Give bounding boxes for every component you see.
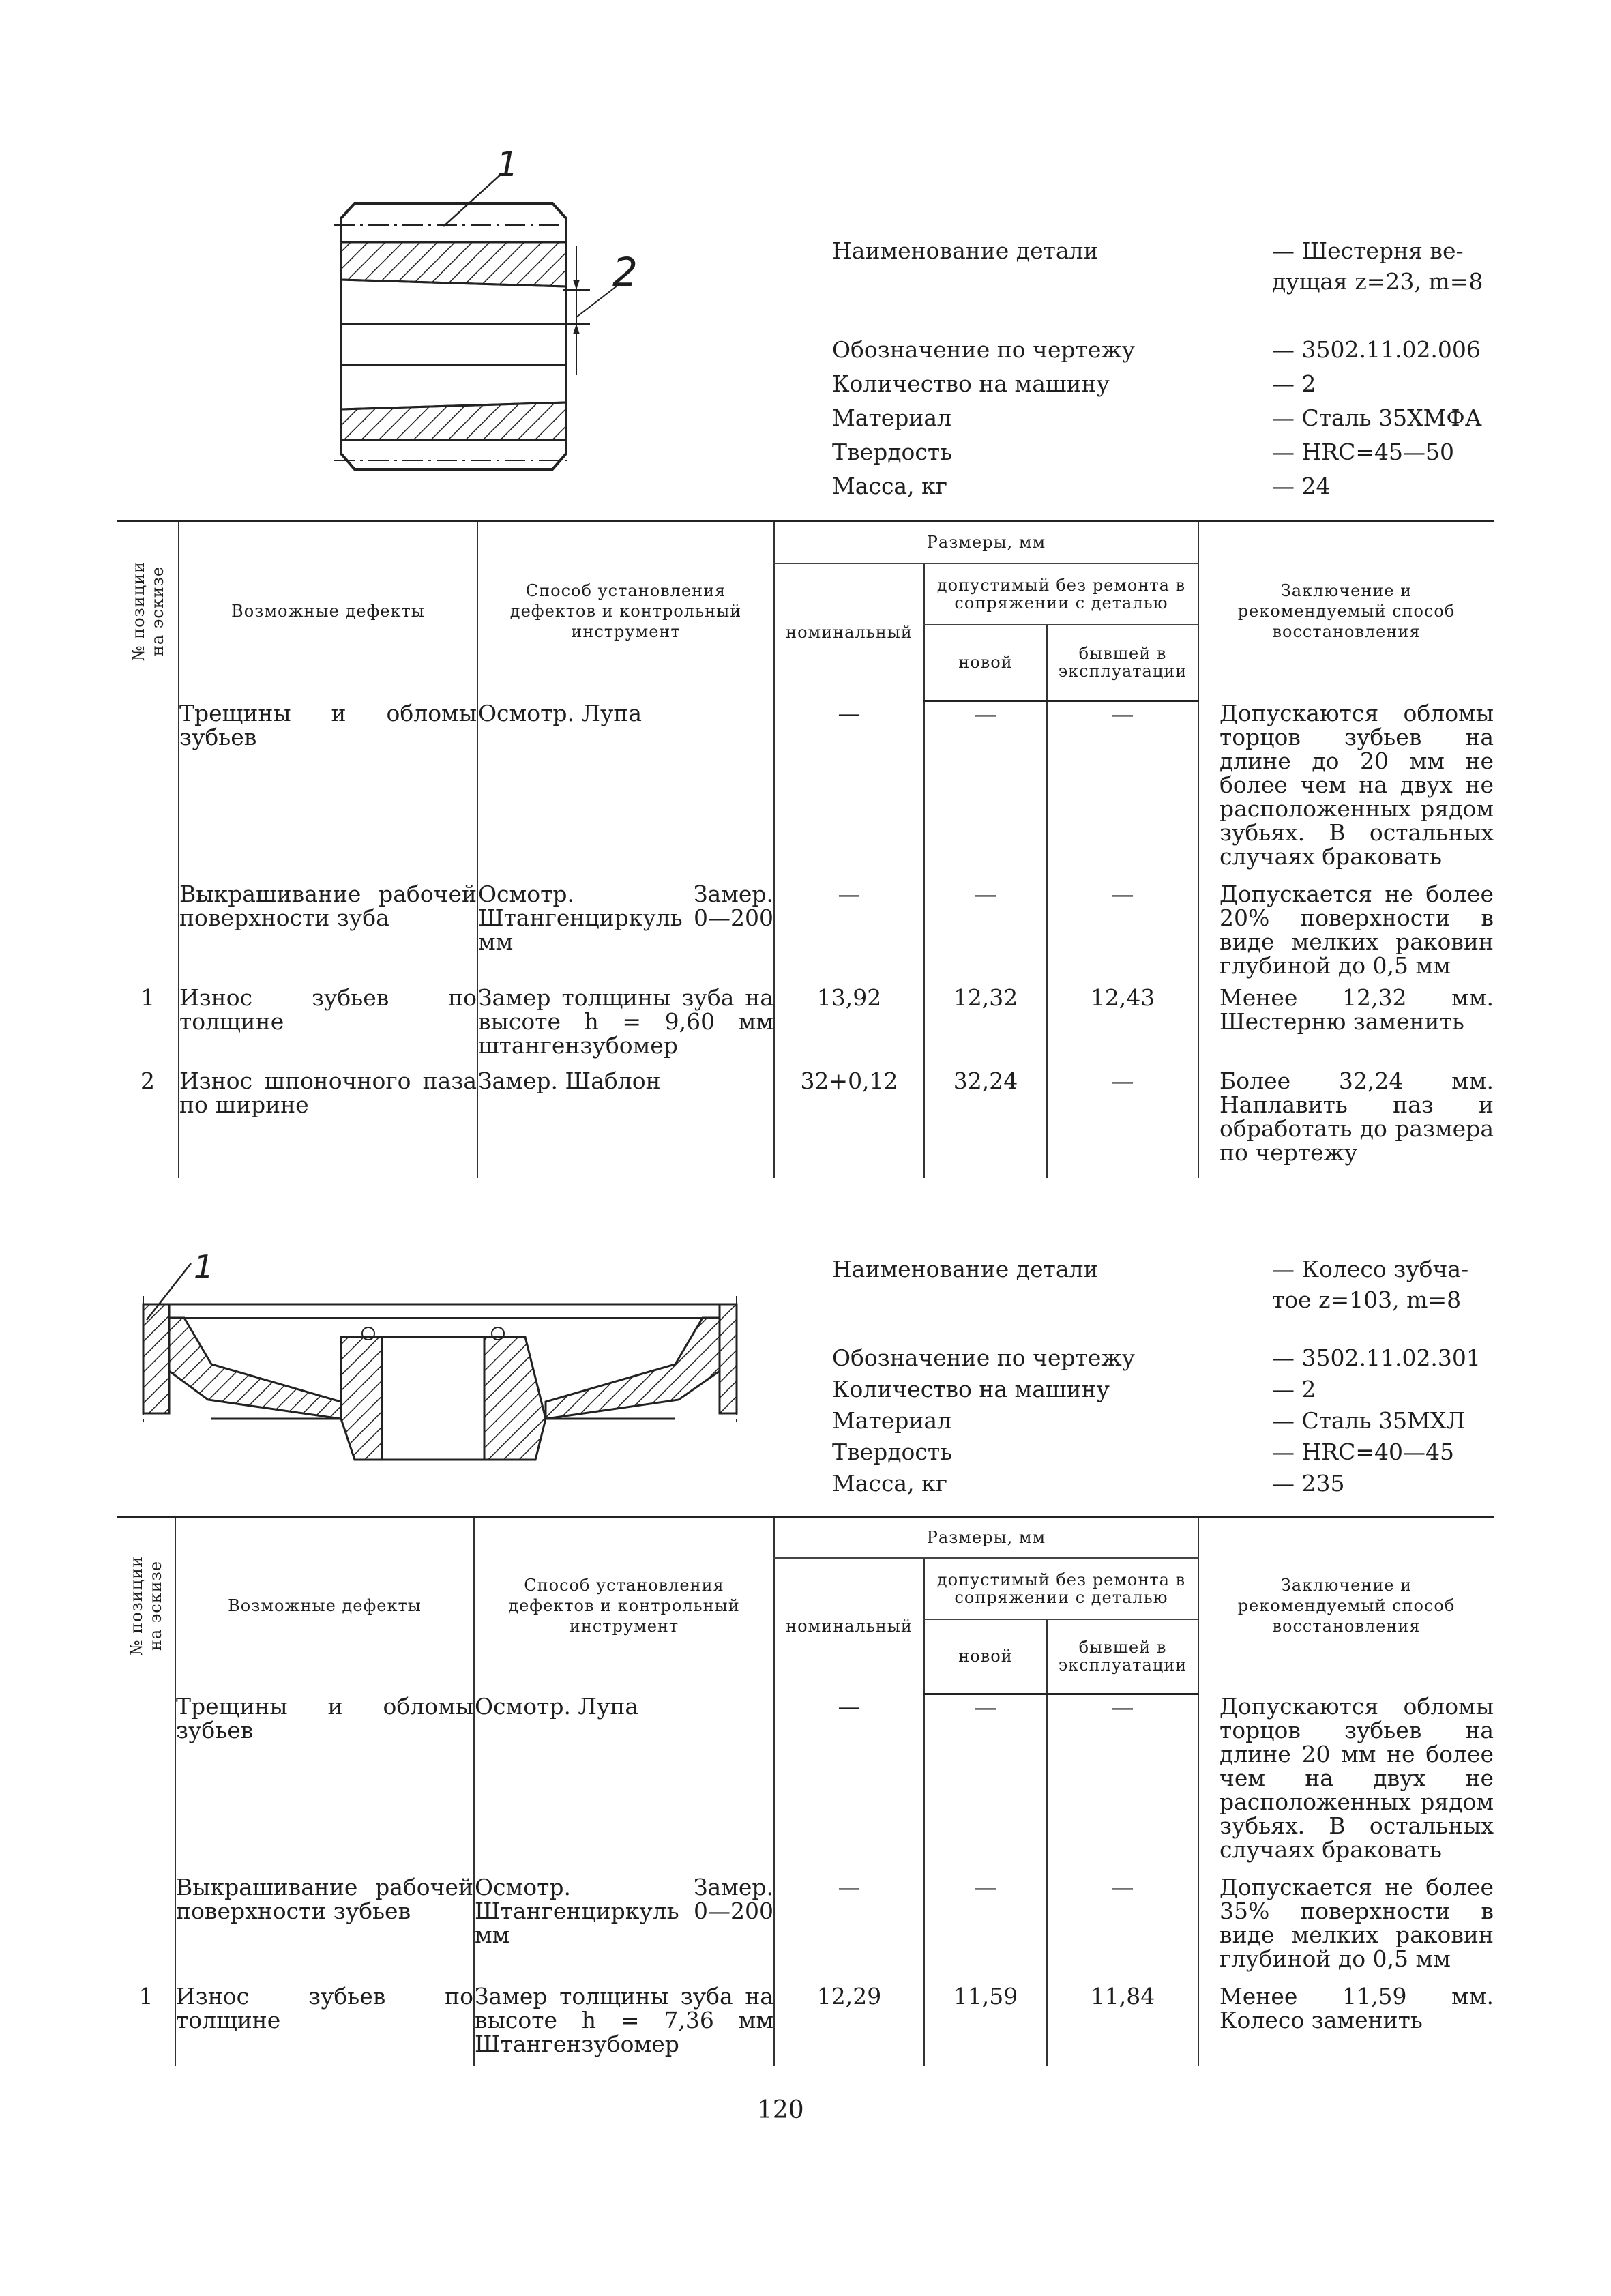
header-sizes: Размеры, мм: [774, 1517, 1198, 1558]
header-new: новой: [924, 625, 1047, 701]
cell-new: 11,59: [924, 1984, 1047, 2066]
cell-new: —: [924, 1694, 1047, 1875]
header-sizes: Размеры, мм: [774, 521, 1198, 563]
pinion-defects-table: [117, 520, 1494, 1178]
spec-row-quantity: [832, 368, 1514, 402]
cell-conclusion: Менее 12,32 мм. Шестерню заменить: [1198, 986, 1494, 1069]
cell-method: Осмотр. Замер. Штангенциркуль 0—200 мм: [477, 882, 774, 986]
cell-method: Замер толщины зуба на высоте h = 9,60 мм штангензубомер: [477, 986, 774, 1069]
spec-value: — Колесо зубча- тое z=103, m=8: [1272, 1256, 1476, 1313]
cell-used: 11,84: [1047, 1984, 1198, 2066]
spec-label: Твердость: [832, 1439, 953, 1465]
header-method: Способ установления дефектов и контрольный инструмент: [474, 1517, 774, 1694]
cell-method: Замер. Шаблон: [477, 1069, 774, 1178]
spec-label: Наименование детали: [832, 237, 1099, 264]
cell-position: 1: [141, 984, 155, 1011]
cell-conclusion: Допускается не более 20% поверхности в виде мелких раковин глубиной до 0,5 мм: [1198, 882, 1494, 986]
pinion-sketch: [321, 150, 662, 491]
cell-new: —: [924, 1875, 1047, 1984]
cell-method: Осмотр. Лупа: [477, 701, 774, 882]
cell-new: 12,32: [924, 986, 1047, 1069]
cell-used: —: [1047, 882, 1198, 986]
cell-position: [117, 882, 179, 986]
table-row: [117, 1875, 1494, 1984]
cell-nominal: 12,29: [774, 1984, 924, 2066]
gear-wheel-callout-1: 1: [194, 1248, 214, 1285]
cell-position: [117, 1694, 175, 1875]
header-allowed: допустимый без ремонта в сопряжении с деталью: [924, 563, 1198, 625]
spec-value: — HRC=45—50: [1272, 439, 1454, 465]
cell-defect: Износ зубьев по толщине: [175, 1984, 474, 2066]
cell-conclusion: Допускаются обломы торцов зубьев на длине 20 мм не более чем на двух не расположенных рядом зубьях. В остальных случаях браковать: [1198, 1694, 1494, 1875]
cell-nominal: —: [774, 1875, 924, 1984]
spec-value: — Шестерня ве- дущая z=23, m=8: [1272, 237, 1483, 295]
cell-conclusion: Более 32,24 мм. Наплавить паз и обработать до размера по чертежу: [1198, 1069, 1494, 1178]
header-defects: Возможные дефекты: [179, 521, 477, 701]
cell-new: —: [924, 882, 1047, 986]
spec-label: Материал: [832, 404, 952, 431]
spec-row-name: [832, 1254, 1514, 1342]
gear-wheel-defects-table: [117, 1516, 1494, 2066]
spec-row-hardness: [832, 1437, 1514, 1468]
header-position: № позиции на эскизе: [127, 1556, 165, 1656]
cell-new: —: [924, 701, 1047, 882]
spec-value: — 235: [1272, 1470, 1345, 1497]
spec-value: — 2: [1272, 370, 1316, 397]
cell-nominal: —: [774, 1694, 924, 1875]
spec-value: — 3502.11.02.301: [1272, 1344, 1481, 1371]
spec-label: Количество на машину: [832, 370, 1110, 397]
spec-row-material: [832, 1405, 1514, 1437]
cell-defect: Выкрашивание рабочей поверхности зуба: [179, 882, 477, 986]
cell-position: [117, 701, 179, 882]
cell-used: —: [1047, 701, 1198, 882]
page-number: 120: [757, 2096, 804, 2124]
header-used: бывшей в эксплуатации: [1047, 625, 1198, 701]
cell-conclusion: Допускаются обломы торцов зубьев на длине до 20 мм не более чем на двух не расположенных рядом зубьях. В остальных случаях браковать: [1198, 701, 1494, 882]
spec-row-mass: [832, 471, 1514, 505]
spec-row-designation: [832, 334, 1514, 368]
spec-label: Твердость: [832, 439, 953, 465]
cell-used: —: [1047, 1694, 1198, 1875]
spec-row-name: [832, 235, 1514, 334]
cell-nominal: —: [774, 882, 924, 986]
gear-wheel-spec-block: [832, 1254, 1514, 1499]
cell-method: Осмотр. Замер. Штангенциркуль 0—200 мм: [474, 1875, 774, 1984]
spec-label: Наименование детали: [832, 1256, 1099, 1282]
cell-defect: Трещины и обломы зубьев: [175, 1694, 474, 1875]
cell-defect: Выкрашивание рабочей поверхности зубьев: [175, 1875, 474, 1984]
cell-nominal: 13,92: [774, 986, 924, 1069]
cell-used: —: [1047, 1875, 1198, 1984]
table-row: [117, 882, 1494, 986]
table-row: [117, 1069, 1494, 1178]
table-row: [117, 986, 1494, 1069]
cell-method: Осмотр. Лупа: [474, 1694, 774, 1875]
cell-defect: Износ зубьев по толщине: [179, 986, 477, 1069]
header-method: Способ установления дефектов и контрольный инструмент: [477, 521, 774, 701]
spec-value: — HRC=40—45: [1272, 1439, 1454, 1465]
cell-conclusion: Менее 11,59 мм. Колесо заменить: [1198, 1984, 1494, 2066]
pinion-callout-1: 1: [497, 145, 518, 184]
spec-label: Обозначение по чертежу: [832, 336, 1136, 363]
pinion-spec-block: [832, 235, 1514, 505]
cell-defect: Трещины и обломы зубьев: [179, 701, 477, 882]
spec-label: Масса, кг: [832, 473, 947, 499]
spec-label: Количество на машину: [832, 1376, 1110, 1402]
cell-conclusion: Допускается не более 35% поверхности в виде мелких раковин глубиной до 0,5 мм: [1198, 1875, 1494, 1984]
cell-nominal: 32+0,12: [774, 1069, 924, 1178]
spec-value: — Сталь 35МХЛ: [1272, 1407, 1465, 1434]
cell-nominal: —: [774, 701, 924, 882]
spec-label: Материал: [832, 1407, 952, 1434]
spec-row-quantity: [832, 1374, 1514, 1405]
spec-row-mass: [832, 1468, 1514, 1499]
spec-row-material: [832, 402, 1514, 437]
header-nominal: номинальный: [774, 563, 924, 701]
table-row: [117, 1984, 1494, 2066]
header-new: новой: [924, 1619, 1047, 1694]
spec-label: Обозначение по чертежу: [832, 1344, 1136, 1371]
header-conclusion: Заключение и рекомендуемый способ восстановления: [1198, 1517, 1494, 1694]
cell-position: 2: [141, 1067, 155, 1094]
cell-used: 12,43: [1047, 986, 1198, 1069]
header-allowed: допустимый без ремонта в сопряжении с деталью: [924, 1558, 1198, 1619]
cell-position: 1: [138, 1982, 153, 2010]
gear-wheel-sketch: [136, 1255, 750, 1473]
pinion-callout-2: 2: [612, 249, 638, 295]
cell-position: [117, 1875, 175, 1984]
header-used: бывшей в эксплуатации: [1047, 1619, 1198, 1694]
spec-row-designation: [832, 1342, 1514, 1374]
header-conclusion: Заключение и рекомендуемый способ восстановления: [1198, 521, 1494, 701]
cell-defect: Износ шпоночного паза по ширине: [179, 1069, 477, 1178]
cell-new: 32,24: [924, 1069, 1047, 1178]
header-position: № позиции на эскизе: [128, 561, 167, 662]
cell-method: Замер толщины зуба на высоте h = 7,36 мм Штангензубомер: [474, 1984, 774, 2066]
spec-row-hardness: [832, 437, 1514, 471]
spec-label: Масса, кг: [832, 1470, 947, 1497]
header-nominal: номинальный: [774, 1558, 924, 1694]
spec-value: — 3502.11.02.006: [1272, 336, 1481, 363]
header-defects: Возможные дефекты: [175, 1517, 474, 1694]
spec-value: — 2: [1272, 1376, 1316, 1402]
spec-value: — Сталь 35ХМФА: [1272, 404, 1482, 431]
table-row: [117, 1694, 1494, 1875]
cell-used: —: [1047, 1069, 1198, 1178]
spec-value: — 24: [1272, 473, 1331, 499]
table-row: [117, 701, 1494, 882]
